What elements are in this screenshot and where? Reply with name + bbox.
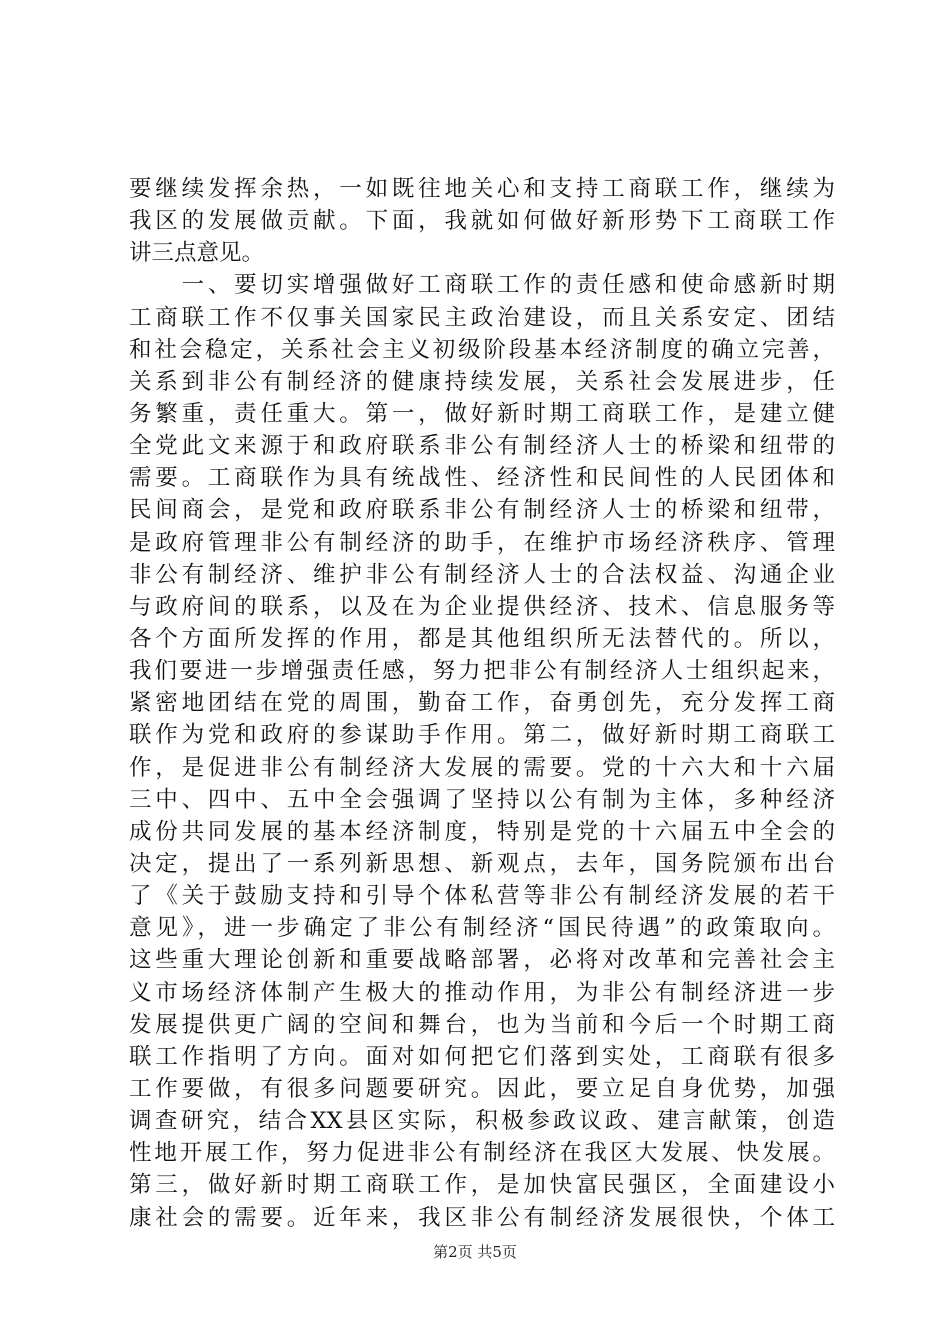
text-line: 调查研究，结合XX县区实际，积极参政议政、建言献策，创造 bbox=[129, 1108, 835, 1135]
text-line: 和社会稳定，关系社会主义初级阶段基本经济制度的确立完善， bbox=[129, 336, 835, 363]
text-line: 义市场经济体制产生极大的推动作用，为非公有制经济进一步 bbox=[129, 979, 835, 1006]
text-line: 全党此文来源于和政府联系非公有制经济人士的桥梁和纽带的 bbox=[129, 433, 835, 460]
text-line: 关系到非公有制经济的健康持续发展，关系社会发展进步，任 bbox=[129, 368, 835, 395]
text-line: 要继续发挥余热，一如既往地关心和支持工商联工作，继续为 bbox=[129, 176, 835, 202]
text-line: 非公有制经济、维护非公有制经济人士的合法权益、沟通企业 bbox=[129, 561, 835, 588]
text-line: 工商联工作不仅事关国家民主政治建设，而且关系安定、团结 bbox=[129, 304, 835, 331]
text-line: 讲三点意见。 bbox=[129, 240, 265, 267]
text-line: 联工作指明了方向。面对如何把它们落到实处，工商联有很多 bbox=[129, 1043, 835, 1070]
text-line: 是政府管理非公有制经济的助手，在维护市场经济秩序、管理 bbox=[129, 529, 835, 556]
text-line: 一、要切实增强做好工商联工作的责任感和使命感新时期 bbox=[129, 272, 835, 299]
text-line: 作，是促进非公有制经济大发展的需要。党的十六大和十六届 bbox=[129, 754, 835, 781]
text-line: 了《关于鼓励支持和引导个体私营等非公有制经济发展的若干 bbox=[129, 883, 835, 910]
text-line: 康社会的需要。近年来，我区非公有制经济发展很快，个体工 bbox=[129, 1204, 835, 1231]
text-line: 我们要进一步增强责任感，努力把非公有制经济人士组织起来， bbox=[129, 658, 835, 685]
text-line: 务繁重，责任重大。第一，做好新时期工商联工作，是建立健 bbox=[129, 400, 835, 427]
text-line: 这些重大理论创新和重要战略部署，必将对改革和完善社会主 bbox=[129, 947, 835, 974]
text-line: 民间商会，是党和政府联系非公有制经济人士的桥梁和纽带， bbox=[129, 497, 835, 524]
text-line: 工作要做，有很多问题要研究。因此，要立足自身优势，加强 bbox=[129, 1075, 835, 1102]
text-line: 第三，做好新时期工商联工作，是加快富民强区，全面建设小 bbox=[129, 1172, 835, 1199]
page-number-footer: 第2页 共5页 bbox=[433, 1243, 517, 1261]
text-line: 决定，提出了一系列新思想、新观点，去年，国务院颁布出台 bbox=[129, 850, 835, 877]
text-line: 各个方面所发挥的作用，都是其他组织所无法替代的。所以， bbox=[129, 625, 835, 652]
body-text bbox=[129, 173, 835, 1234]
text-line: 紧密地团结在党的周围，勤奋工作，奋勇创先，充分发挥工商 bbox=[129, 690, 835, 717]
text-line: 意见》，进一步确定了非公有制经济“国民待遇”的政策取向。 bbox=[129, 915, 835, 942]
text-line: 发展提供更广阔的空间和舞台，也为当前和今后一个时期工商 bbox=[129, 1011, 835, 1038]
text-line: 成份共同发展的基本经济制度，特别是党的十六届五中全会的 bbox=[129, 818, 835, 845]
text-line: 联作为党和政府的参谋助手作用。第二，做好新时期工商联工 bbox=[129, 722, 835, 749]
text-line: 三中、四中、五中全会强调了坚持以公有制为主体，多种经济 bbox=[129, 786, 835, 813]
text-line: 我区的发展做贡献。下面，我就如何做好新形势下工商联工作 bbox=[129, 208, 835, 235]
text-line: 需要。工商联作为具有统战性、经济性和民间性的人民团体和 bbox=[129, 465, 835, 492]
text-line: 与政府间的联系，以及在为企业提供经济、技术、信息服务等 bbox=[129, 593, 835, 620]
text-line: 性地开展工作，努力促进非公有制经济在我区大发展、快发展。 bbox=[129, 1140, 835, 1167]
